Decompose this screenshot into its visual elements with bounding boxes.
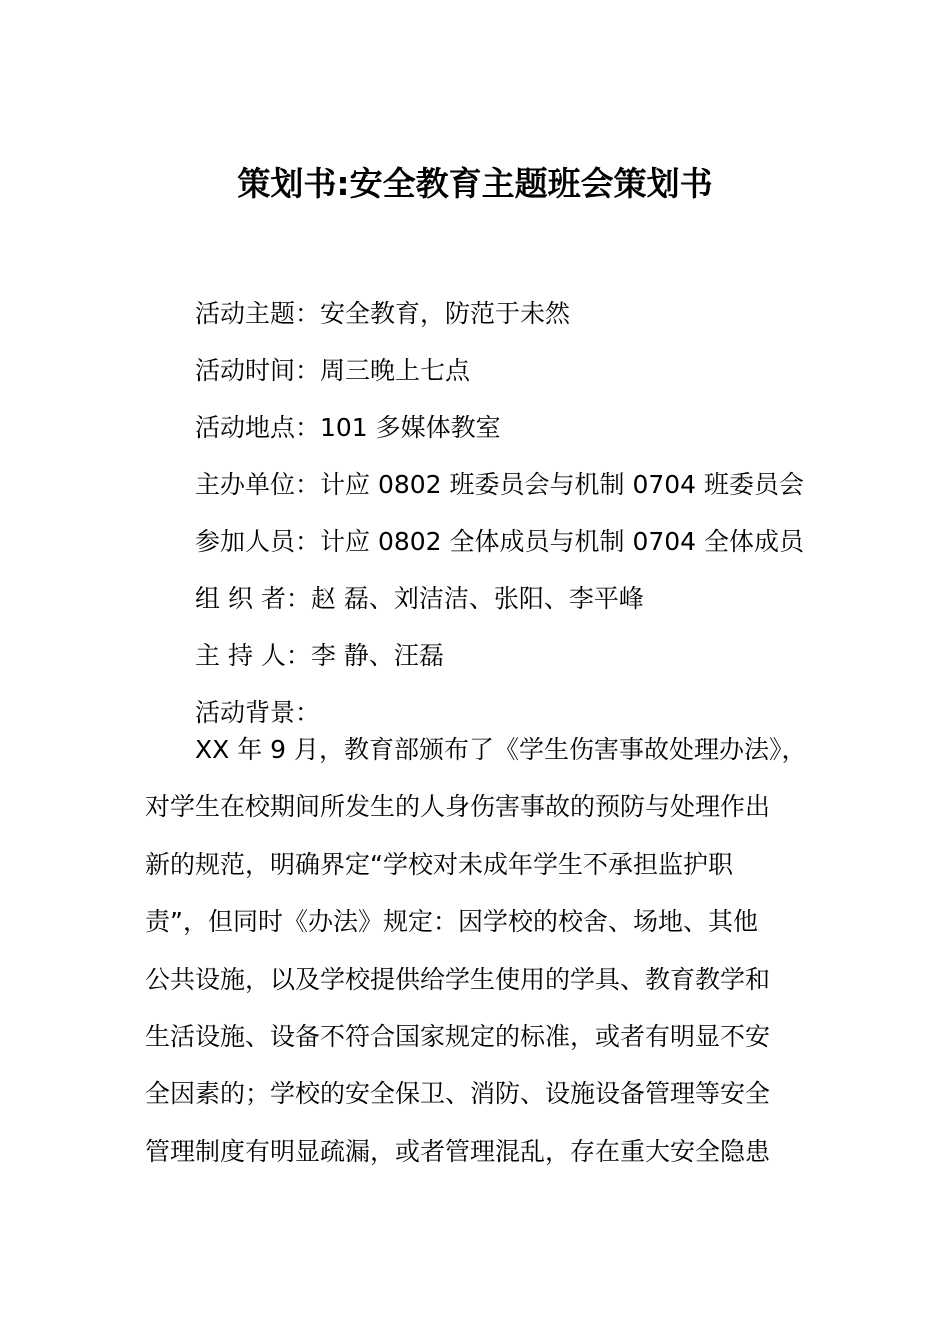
info-organizers: 组 织 者：赵 磊、刘洁洁、张阳、李平峰 <box>195 584 644 613</box>
document-title: 策划书:安全教育主题班会策划书 <box>237 164 713 203</box>
paragraph-line: 新的规范，明确界定“学校对未成年学生不承担监护职 <box>145 849 733 879</box>
paragraph-line: 公共设施，以及学校提供给学生使用的学具、教育教学和 <box>145 964 771 994</box>
info-participants: 参加人员：计应 0802 全体成员与机制 0704 全体成员 <box>195 527 805 556</box>
info-activity-location: 活动地点：101 多媒体教室 <box>195 413 501 442</box>
info-activity-theme: 活动主题：安全教育，防范于未然 <box>195 299 571 328</box>
info-organizer-unit: 主办单位：计应 0802 班委员会与机制 0704 班委员会 <box>195 470 805 499</box>
info-hosts: 主 持 人：李 静、汪磊 <box>195 641 444 670</box>
info-activity-time: 活动时间：周三晚上七点 <box>195 356 471 385</box>
info-background-heading: 活动背景： <box>195 698 321 727</box>
paragraph-line: 生活设施、设备不符合国家规定的标准，或者有明显不安 <box>145 1022 771 1052</box>
paragraph-line: 对学生在校期间所发生的人身伤害事故的预防与处理作出 <box>145 792 771 822</box>
paragraph-line: 全因素的；学校的安全保卫、消防、设施设备管理等安全 <box>145 1079 771 1109</box>
background-paragraph <box>145 721 845 1180</box>
paragraph-line: 责”，但同时《办法》规定：因学校的校舍、场地、其他 <box>145 907 758 937</box>
paragraph-line: XX 年 9 月，教育部颁布了《学生伤害事故处理办法》， <box>195 735 807 764</box>
paragraph-line: 管理制度有明显疏漏，或者管理混乱，存在重大安全隐患 <box>145 1136 771 1166</box>
